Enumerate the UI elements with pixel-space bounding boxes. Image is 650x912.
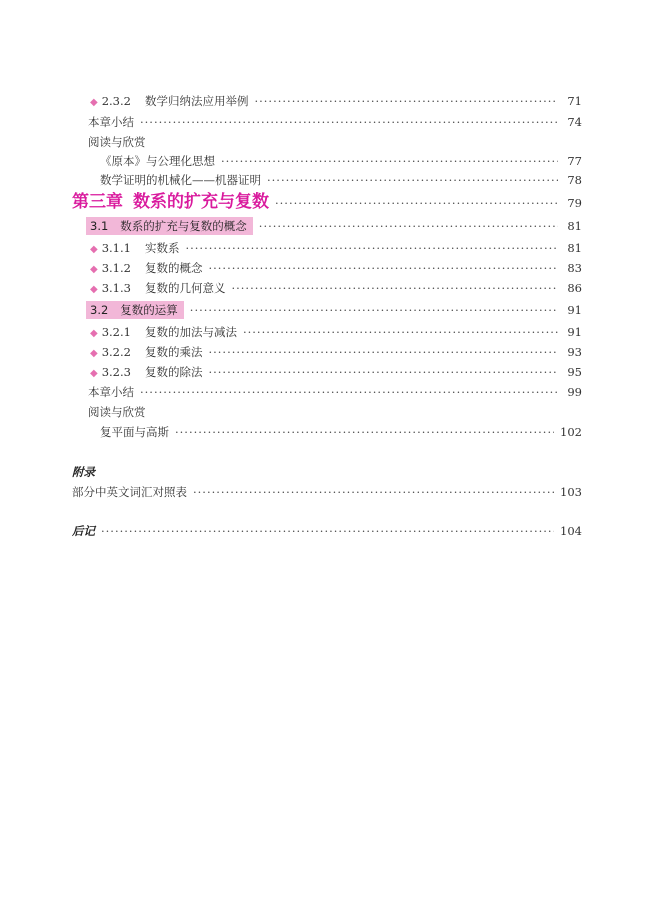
entry-page: 77 xyxy=(567,154,582,168)
toc-entry[interactable] xyxy=(72,523,582,539)
entry-title: 数学归纳法应用举例 xyxy=(144,94,249,108)
toc-entry[interactable] xyxy=(90,344,582,362)
entry-page: 81 xyxy=(567,241,582,255)
entry-page: 102 xyxy=(560,425,582,439)
dot-leader xyxy=(243,324,558,340)
entry-number: 3.2.2 xyxy=(101,345,131,359)
toc-entry[interactable] xyxy=(90,280,582,298)
entry-page: 99 xyxy=(567,385,582,399)
dot-leader xyxy=(175,424,554,440)
dot-leader xyxy=(221,153,558,169)
entry-page: 83 xyxy=(567,261,582,275)
entry-page: 91 xyxy=(567,325,582,339)
dot-leader xyxy=(231,280,558,296)
toc-entry[interactable] xyxy=(90,93,582,111)
entry-number: 2.3.2 xyxy=(101,94,131,108)
section-bar xyxy=(86,301,184,319)
dot-leader xyxy=(208,364,558,380)
toc-entry[interactable] xyxy=(90,324,582,342)
dot-leader xyxy=(140,114,558,130)
dot-leader xyxy=(140,384,558,400)
diamond-bullet-icon: ◆ xyxy=(90,348,98,359)
toc-entry[interactable] xyxy=(100,153,582,169)
section-number: 3.1 xyxy=(90,219,109,233)
entry-number: 3.2.1 xyxy=(101,325,131,339)
entry-title: 本章小结 xyxy=(88,385,134,399)
chapter-heading[interactable] xyxy=(72,191,582,214)
diamond-bullet-icon: ◆ xyxy=(90,244,98,255)
diamond-bullet-icon: ◆ xyxy=(90,368,98,379)
dot-leader xyxy=(275,192,558,214)
postscript-title: 后记 xyxy=(72,524,95,538)
diamond-bullet-icon: ◆ xyxy=(90,284,98,295)
diamond-bullet-icon: ◆ xyxy=(90,328,98,339)
entry-title: 复数的概念 xyxy=(144,261,203,275)
entry-page: 74 xyxy=(567,115,582,129)
toc-section[interactable] xyxy=(86,301,582,319)
entry-title: 复数的乘法 xyxy=(144,345,203,359)
entry-title: 实数系 xyxy=(144,241,180,255)
diamond-bullet-icon: ◆ xyxy=(90,264,98,275)
dot-leader xyxy=(208,260,558,276)
section-title: 复数的运算 xyxy=(120,303,178,317)
entry-page: 103 xyxy=(560,485,582,499)
toc-entry[interactable] xyxy=(90,260,582,278)
dot-leader xyxy=(254,93,558,109)
entry-title: 数学证明的机械化——机器证明 xyxy=(100,173,261,187)
entry-title: 本章小结 xyxy=(88,115,134,129)
entry-number: 3.1.3 xyxy=(101,281,131,295)
entry-number: 3.1.1 xyxy=(101,241,131,255)
toc-entry[interactable] xyxy=(90,240,582,258)
section-title: 数系的扩充与复数的概念 xyxy=(120,219,247,233)
dot-leader xyxy=(267,172,558,188)
entry-title: 《原本》与公理化思想 xyxy=(100,154,215,168)
appendix-heading: 附录 xyxy=(72,465,95,479)
reading-heading: 阅读与欣赏 xyxy=(88,405,146,419)
entry-page: 93 xyxy=(567,345,582,359)
dot-leader xyxy=(259,218,558,234)
dot-leader xyxy=(193,484,554,500)
toc-entry[interactable] xyxy=(88,384,582,400)
entry-title: 复数的几何意义 xyxy=(144,281,226,295)
toc-entry[interactable] xyxy=(100,424,582,440)
chapter-number: 第三章 xyxy=(72,192,123,212)
toc-entry[interactable] xyxy=(90,364,582,382)
chapter-title: 数系的扩充与复数 xyxy=(133,192,269,212)
toc-entry[interactable] xyxy=(72,484,582,500)
dot-leader xyxy=(101,523,554,539)
section-number: 3.2 xyxy=(90,303,109,317)
toc-section[interactable] xyxy=(86,217,582,235)
reading-heading: 阅读与欣赏 xyxy=(88,135,146,149)
entry-page: 86 xyxy=(567,281,582,295)
entry-number: 3.2.3 xyxy=(101,365,131,379)
entry-page: 95 xyxy=(567,365,582,379)
entry-title: 复数的除法 xyxy=(144,365,203,379)
diamond-bullet-icon: ◆ xyxy=(90,97,98,108)
section-bar xyxy=(86,217,253,235)
entry-page: 104 xyxy=(560,524,582,538)
entry-title: 复平面与高斯 xyxy=(100,425,169,439)
entry-title: 部分中英文词汇对照表 xyxy=(72,485,187,499)
toc-entry[interactable] xyxy=(100,172,582,188)
section-page: 81 xyxy=(567,219,582,233)
dot-leader xyxy=(185,240,558,256)
entry-number: 3.1.2 xyxy=(101,261,131,275)
entry-title: 复数的加法与减法 xyxy=(144,325,237,339)
section-page: 91 xyxy=(567,303,582,317)
entry-page: 78 xyxy=(567,173,582,187)
toc-entry[interactable] xyxy=(88,114,582,130)
entry-page: 71 xyxy=(567,94,582,108)
dot-leader xyxy=(208,344,558,360)
dot-leader xyxy=(190,302,558,318)
chapter-page: 79 xyxy=(567,196,582,210)
